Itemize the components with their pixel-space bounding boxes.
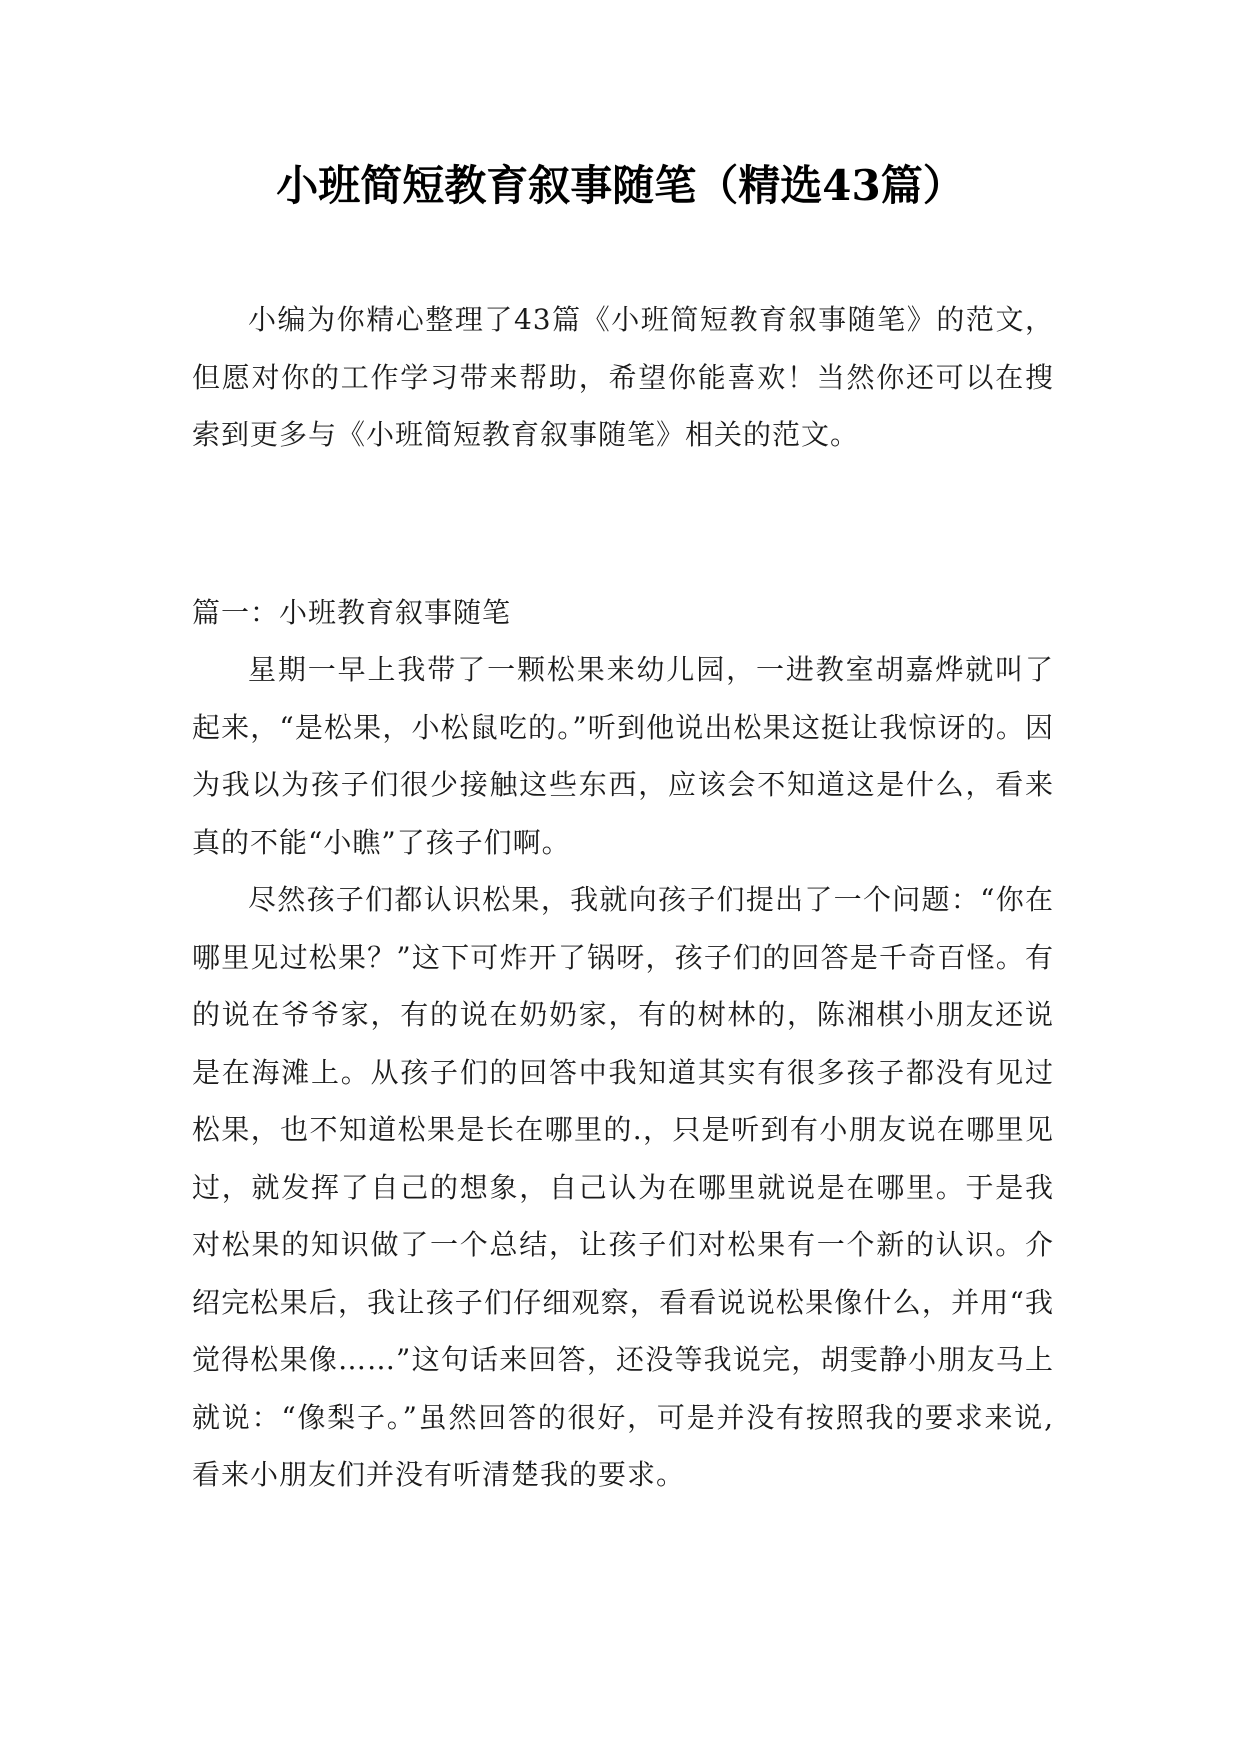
- section-heading: 篇一：小班教育叙事随笔: [192, 596, 512, 629]
- body-paragraph-2: 尽然孩子们都认识松果，我就向孩子们提出了一个问题：“你在哪里见过松果？”这下可炸开了锅呀，孩子们的回答是千奇百怪。有的说在爷爷家，有的说在奶奶家，有的树林的，陈湘棋小朋友还说是在海滩上。从孩子们的回答中我知道其实有很多孩子都没有见过松果，也不知道松果是长在哪里的.，只是听到有小朋友说在哪里见过，就发挥了自己的想象，自己认为在哪里就说是在哪里。于是我对松果的知识做了一个总结，让孩子们对松果有一个新的认识。介绍完松果后，我让孩子们仔细观察，看看说说松果像什么，并用“我觉得松果像……”这句话来回答，还没等我说完，胡雯静小朋友马上就说：“像梨子。”虽然回答的很好，可是并没有按照我的要求来说,看来小朋友们并没有听清楚我的要求。: [192, 883, 1054, 1491]
- document-title: 小班简短教育叙事随笔（精选43篇）: [276, 161, 965, 210]
- intro-paragraph: 小编为你精心整理了43篇《小班简短教育叙事随笔》的范文，但愿对你的工作学习带来帮助，希望你能喜欢！当然你还可以在搜索到更多与《小班简短教育叙事随笔》相关的范文。: [192, 303, 1054, 451]
- body-paragraph-1: 星期一早上我带了一颗松果来幼儿园，一进教室胡嘉烨就叫了起来，“是松果，小松鼠吃的。”听到他说出松果这挺让我惊讶的。因为我以为孩子们很少接触这些东西，应该会不知道这是什么，看来真的不能“小瞧”了孩子们啊。: [192, 653, 1054, 859]
